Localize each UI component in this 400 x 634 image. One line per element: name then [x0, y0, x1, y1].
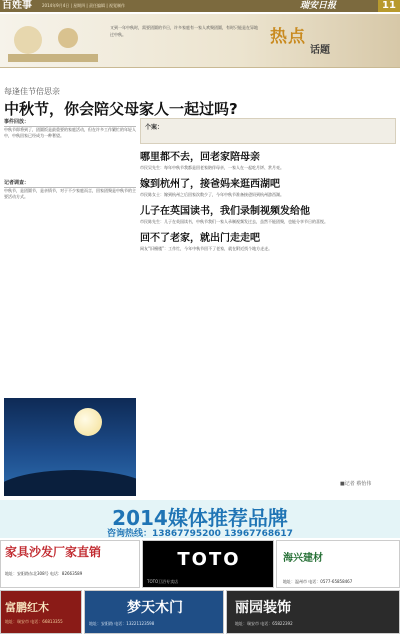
masthead: [0, 0, 400, 12]
ad-banner-title: 2014媒体推荐品牌: [112, 506, 288, 530]
section-text: 市民陈先生：儿子在英国读书，中秋节我们一家人录制视频发过去，虽然不能团聚，也能分享节日的喜悦。: [140, 219, 328, 224]
moon-night-photo: [4, 398, 136, 496]
redwood-ad: [0, 590, 82, 634]
toto-ad-name: TOTO: [177, 549, 241, 570]
toto-ad: [142, 540, 274, 588]
section-name: 百姓事: [2, 0, 32, 11]
case-box: [140, 118, 396, 144]
haixing-ad: [276, 540, 400, 588]
furniture-ad-name: 家具沙发厂家直销: [5, 545, 102, 559]
door-ad-name: 梦天木门: [127, 600, 183, 616]
banner-intro-text: 又到一年中秋时，需要团圆的节日，许多家庭有一家人欢聚团圆，有时只能是在异地过中秋。: [110, 25, 258, 37]
hot-topic-logo-small: 话题: [310, 45, 330, 56]
reporter-survey-text: 中秋节，是团圆节，是亲情节，对于不少家庭而言，回家团聚是中秋节的主要活动方式。: [4, 188, 136, 199]
event-recap-text: 中秋节即将到了，团圆饭是最重要的家庭活动，但在许多工作繁忙的年轻人中，中秋回家已经成为一种奢望。: [4, 127, 136, 138]
section-text: 市民吴先生：每年中秋节我都是回老家陪伴母亲，一家人在一起吃月饼、赏月亮。: [140, 165, 284, 170]
left-column: [4, 118, 136, 200]
furniture-ad-contact: 地址：安阳路东北308号 电话：82663589: [5, 571, 83, 576]
section-headline: 嫁到杭州了，接爸妈来逛西湖吧: [140, 179, 280, 190]
redwood-ad-contact: 地址：瑞安市 电话：66813355: [5, 619, 63, 624]
hot-topic-logo-big: 热点: [270, 27, 306, 47]
hill: [4, 470, 136, 496]
door-ad: [84, 590, 224, 634]
lantern-illustration: [8, 20, 98, 62]
section-body: [140, 219, 396, 225]
section-headline: 哪里都不去，回老家陪母亲: [140, 152, 260, 163]
decor-ad-name: 丽园装饰: [235, 600, 291, 616]
section-headline: 回不了老家，就出门走走吧: [140, 233, 260, 244]
hot-topic-banner: [0, 14, 400, 68]
door-ad-contact: 地址：安阳路 电话：13221123598: [89, 621, 155, 626]
hot-topic-logo: [270, 22, 330, 62]
paper-logo: 瑞安日报: [300, 1, 337, 11]
reporter-byline: ■记者 蔡怡伟: [340, 481, 372, 487]
event-recap-label: 事件回放：: [4, 118, 136, 127]
section-body: [140, 192, 396, 198]
decor-ad: [226, 590, 400, 634]
issue-info: 2014年9月4日 | 星期四 | 责任编辑 | 视觉制作: [42, 3, 125, 8]
section-headline: 儿子在英国读书，我们录制视频发给他: [140, 206, 310, 217]
furniture-ad: [0, 540, 140, 588]
section-text: 市民陈女士：嫁到杭州之后回家次数少了，今年中秋节准备接爸妈到杭州游西湖。: [140, 192, 284, 197]
page-number: 11: [378, 0, 400, 12]
article-headline: 中秋节，你会陪父母家人一起过吗?: [4, 100, 238, 118]
reporter-survey-label: 记者调查：: [4, 179, 136, 188]
right-column: [140, 118, 396, 252]
toto-ad-contact: TOTO卫浴专卖店: [147, 579, 179, 584]
decor-ad-contact: 地址：瑞安市 电话：65822392: [235, 621, 293, 626]
section-body: [140, 165, 396, 171]
article-kicker: 每逢佳节倍思亲: [4, 87, 60, 96]
haixing-ad-contact: 地址：温州市 电话：0577-65858467: [283, 579, 353, 584]
ad-banner-phone: 咨询热线：13867795200 13967768617: [107, 529, 293, 539]
section-text: 网友“旧檀楼”：工作忙，今年中秋节回不了老家，就在附近找个地方走走。: [140, 246, 273, 251]
haixing-ad-name: 海兴建材: [283, 553, 323, 564]
case-label: 个案：: [145, 124, 164, 131]
ad-banner: [0, 500, 400, 538]
moon: [74, 408, 102, 436]
redwood-ad-name: 富鹏红木: [5, 601, 49, 614]
section-body: [140, 246, 396, 252]
